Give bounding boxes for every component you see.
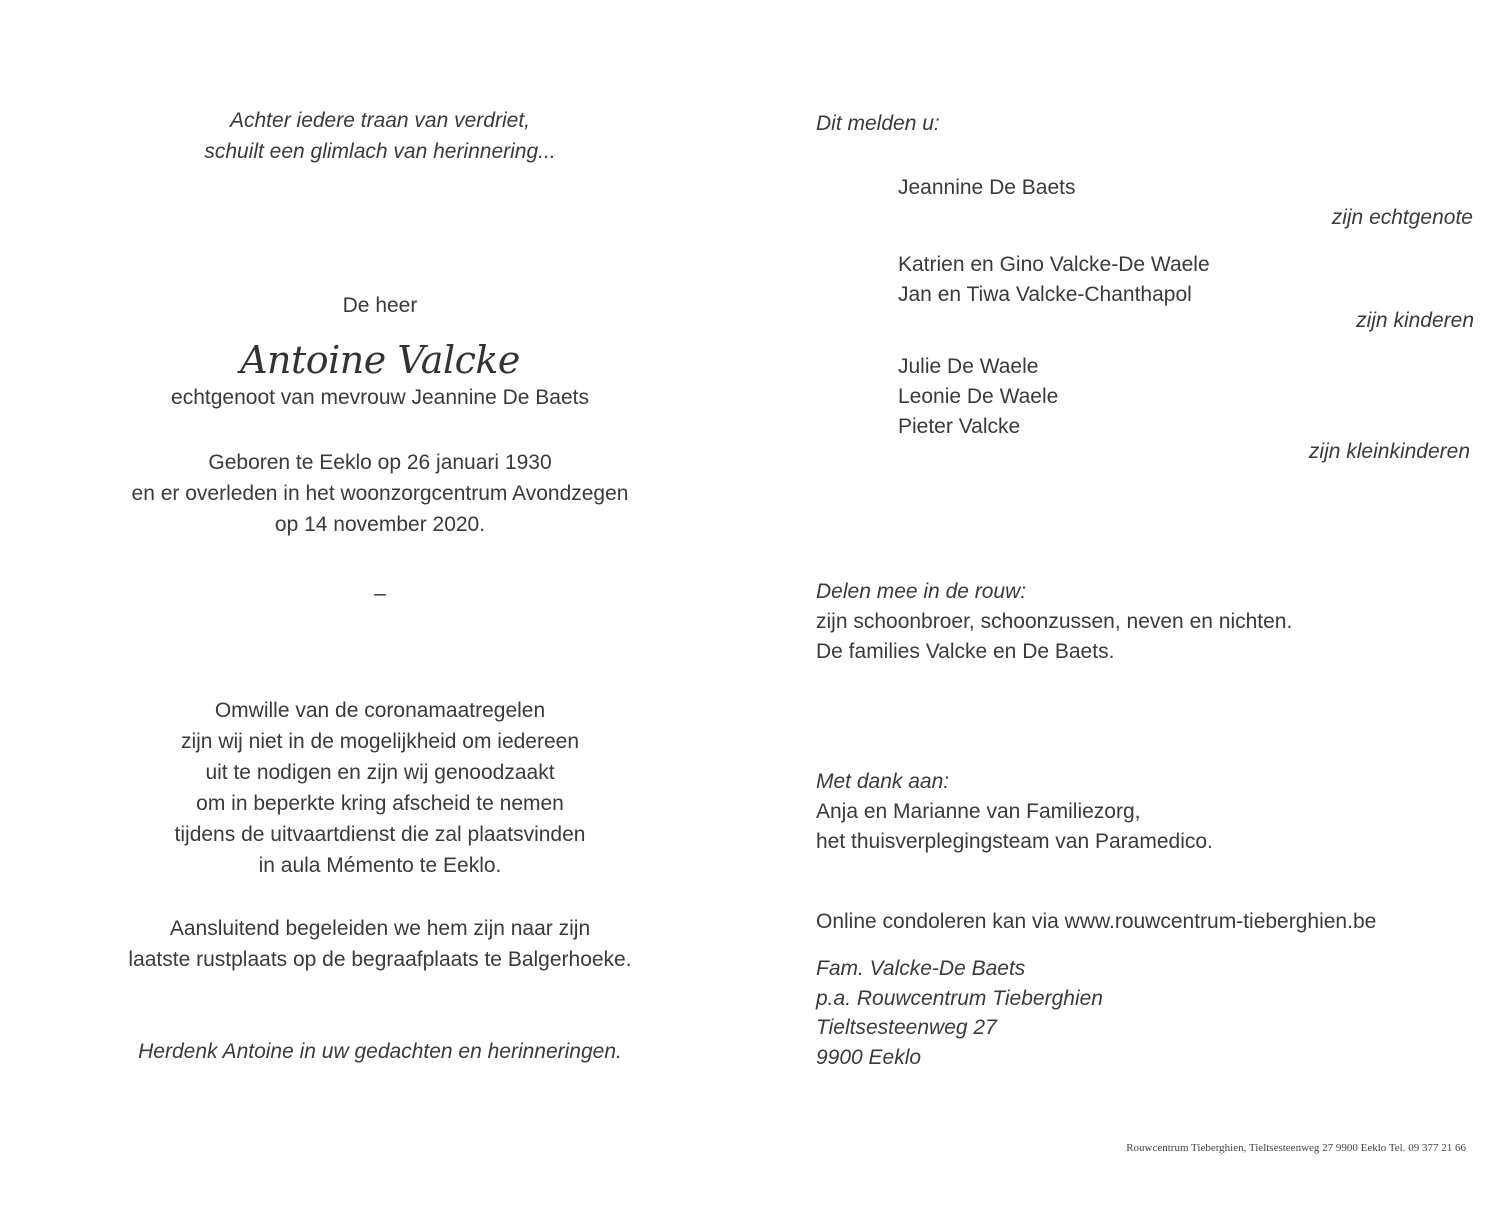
detail-line: Geboren te Eeklo op 26 januari 1930 [208, 451, 552, 474]
children-list [898, 250, 1210, 310]
address-line: p.a. Rouwcentrum Tieberghien [816, 986, 1103, 1010]
family-address [816, 954, 1103, 1072]
thanks-line: Anja en Marianne van Familiezorg, [816, 800, 1141, 823]
quote-line: schuilt een glimlach van herinnering... [204, 140, 556, 163]
grandchildren-relation-label: zijn kleinkinderen [1308, 440, 1470, 463]
child-entry: Katrien en Gino Valcke-De Waele [898, 253, 1210, 276]
burial-line: laatste rustplaats op de begraafplaats te Balgerhoeke. [128, 948, 632, 971]
corona-notice [60, 695, 700, 881]
notice-line: tijdens de uitvaartdienst die zal plaatsvinden [174, 823, 586, 846]
mourning-line: zijn schoonbroer, schoonzussen, neven en nichten. [816, 610, 1293, 633]
quote-line: Achter iedere traan van verdriet, [230, 109, 530, 132]
detail-line: op 14 november 2020. [274, 513, 486, 536]
thanks-line: het thuisverplegingsteam van Paramedico. [816, 830, 1213, 853]
mourning-line: De families Valcke en De Baets. [816, 640, 1115, 663]
grandchild-entry: Julie De Waele [898, 355, 1039, 378]
separator: – [374, 582, 386, 605]
grandchild-entry: Leonie De Waele [898, 385, 1059, 408]
online-condolence-line: Online condoleren kan via www.rouwcentrum-tieberghien.be [816, 910, 1377, 933]
child-entry: Jan en Tiwa Valcke-Chanthapol [898, 283, 1192, 306]
burial-notice [60, 913, 700, 975]
mourning-section [816, 577, 1292, 667]
address-line: Fam. Valcke-De Baets [816, 957, 1026, 980]
opening-quote [60, 105, 700, 167]
detail-line: en er overleden in het woonzorgcentrum Avondzegen [131, 482, 629, 505]
burial-line: Aansluitend begeleiden we hem zijn naar zijn [169, 917, 591, 940]
thanks-section [816, 767, 1213, 857]
deceased-name: Antoine Valcke [240, 338, 520, 382]
grandchild-entry: Pieter Valcke [898, 415, 1021, 438]
thanks-label: Met dank aan: [816, 770, 950, 793]
mourning-label: Delen mee in de rouw: [816, 580, 1027, 603]
spouse-name: Jeannine De Baets [898, 176, 1076, 199]
notice-line: om in beperkte kring afscheid te nemen [196, 792, 564, 815]
children-relation-label: zijn kinderen [1356, 309, 1474, 332]
funeral-home-footer: Rouwcentrum Tieberghien, Tieltsesteenweg 27 9900 Eeklo Tel. 09 377 21 66 [1126, 1142, 1466, 1154]
address-line: Tieltsesteenweg 27 [816, 1016, 997, 1039]
address-line: 9900 Eeklo [816, 1045, 922, 1069]
announce-label: Dit melden u: [816, 112, 940, 135]
notice-line: Omwille van de coronamaatregelen [214, 699, 546, 722]
honorific: De heer [342, 294, 418, 317]
birth-death-details [60, 447, 700, 540]
grandchildren-list [898, 352, 1058, 442]
spouse-line: echtgenoot van mevrouw Jeannine De Baets [171, 386, 589, 409]
spouse-relation-label: zijn echtgenote [1331, 206, 1473, 229]
notice-line: in aula Mémento te Eeklo. [258, 854, 502, 877]
remembrance-line: Herdenk Antoine in uw gedachten en herinneringen. [138, 1040, 622, 1063]
notice-line: uit te nodigen en zijn wij genoodzaakt [205, 761, 555, 784]
notice-line: zijn wij niet in de mogelijkheid om iedereen [180, 730, 580, 753]
